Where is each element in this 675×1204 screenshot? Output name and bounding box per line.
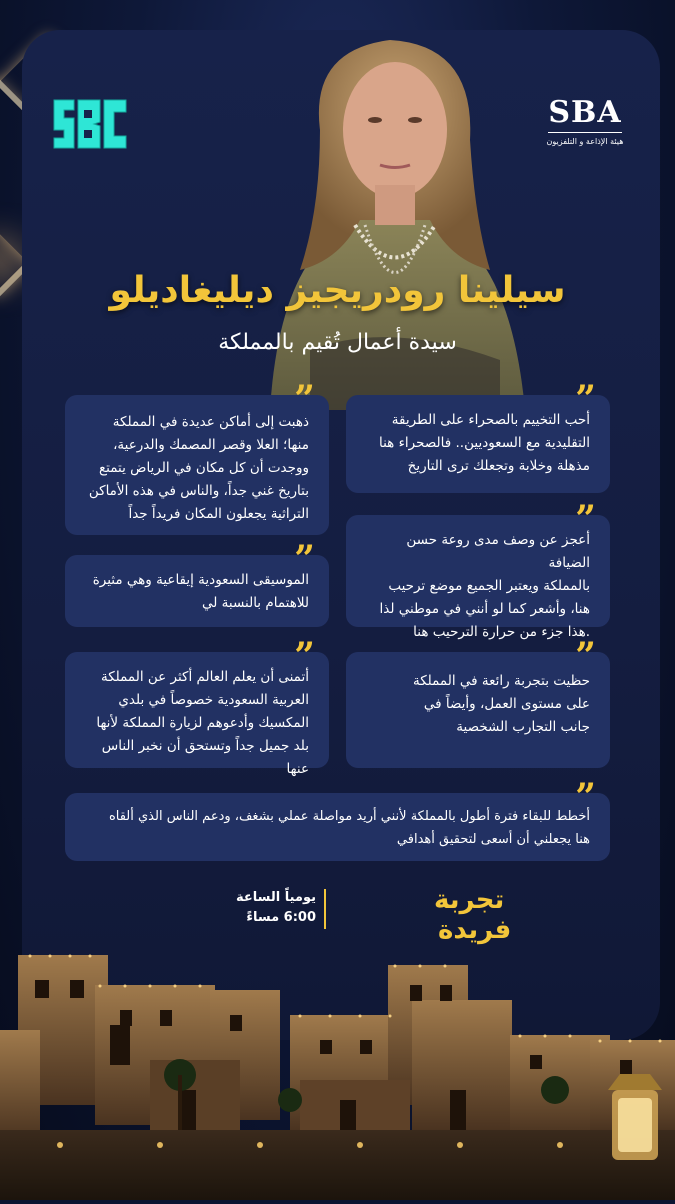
quote-card-6 <box>65 635 329 777</box>
quote-card-4 <box>65 538 329 627</box>
quote-line: المكسيك وأدعوهم لزيارة المملكة لأنها <box>96 715 309 731</box>
lantern-icon <box>608 1074 662 1160</box>
quote-line: أعجز عن وصف مدى روعة حسن الضيافة <box>406 532 590 571</box>
quote-card-3 <box>346 498 610 640</box>
sba-logo-caption: هيئة الإذاعة و التلفزيون <box>546 137 624 146</box>
schedule-time: 6:00 مساءً <box>246 910 316 925</box>
quote-line: منها؛ العلا وقصر المصمك والدرعية، <box>113 437 309 453</box>
heritage-city-illustration <box>0 940 675 1200</box>
quote-line: على مستوى العمل، وأيضاً في <box>423 696 590 712</box>
quote-mark-icon: ” <box>294 378 315 420</box>
quote-mark-icon: ” <box>575 498 596 540</box>
quote-line: العربية السعودية خصوصاً في بلدي <box>118 692 309 708</box>
show-title-line2: فريدة <box>438 915 512 945</box>
quote-line: ووجدت أن كل مكان في الرياض يتمتع <box>98 460 309 476</box>
quote-mark-icon: ” <box>575 378 596 420</box>
quote-line: بلد جميل جداً وتستحق أن نخبر الناس عنها <box>101 738 309 777</box>
quote-line: حظيت بتجربة رائعة في المملكة <box>412 673 590 689</box>
quote-line: بالمملكة ويعتبر الجميع موضع ترحيب <box>388 578 590 594</box>
quote-mark-icon: ” <box>294 635 315 677</box>
quote-line: هنا يجعلني أن أسعى لتحقيق أهدافي <box>396 832 590 847</box>
schedule-divider <box>324 889 326 929</box>
person-name: سيلينا رودريجيز ديليغاديلو <box>109 270 566 311</box>
sba-logo-mark: SBA <box>548 95 622 130</box>
show-title-line1: تجربة <box>434 885 505 915</box>
quote-line: جانب التجارب الشخصية <box>456 719 590 735</box>
quote-line: مذهلة وخلابة وتجعلك ترى التاريخ <box>407 458 590 474</box>
quote-line: هنا، وأشعر كما لو أنني في موطني لذا <box>379 601 590 617</box>
schedule-label: يومياً الساعة <box>235 890 316 905</box>
quote-line: ذهبت إلى أماكن عديدة في المملكة <box>112 414 309 430</box>
quote-line: أتمنى أن يعلم العالم أكثر عن المملكة <box>100 669 309 685</box>
quote-card-2 <box>65 378 329 535</box>
sba-logo <box>540 95 630 146</box>
person-role: سيدة أعمال تُقيم بالمملكة <box>218 330 457 355</box>
quote-card-1 <box>346 378 610 493</box>
quote-line: .هذا جزء من حرارة الترحيب هنا <box>413 624 590 640</box>
quote-mark-icon: ” <box>575 776 596 818</box>
quote-line: أحب التخييم بالصحراء على الطريقة <box>391 412 590 428</box>
sbc-logo <box>50 92 130 156</box>
quote-line: للاهتمام بالنسبة لي <box>202 595 309 611</box>
quote-card-5 <box>346 635 610 768</box>
schedule-info <box>236 888 316 928</box>
quote-card-7 <box>65 776 610 861</box>
quote-line: أخطط للبقاء فترة أطول بالمملكة لأنني أريد مواصلة عملي بشغف، ودعم الناس الذي ألقاه <box>108 809 590 824</box>
show-title-logo <box>338 878 512 948</box>
quote-line: التقليدية مع السعوديين.. فالصحراء هنا <box>378 435 590 451</box>
quote-line: الموسيقى السعودية إيقاعية وهي مثيرة <box>92 572 309 588</box>
quote-mark-icon: ” <box>575 635 596 677</box>
quote-mark-icon: ” <box>294 538 315 580</box>
quote-line: بتاريخ غني جداً، والناس في هذه الأماكن <box>88 483 309 499</box>
quote-line: التراثية يجعلون المكان فريداً جداً <box>128 506 309 522</box>
